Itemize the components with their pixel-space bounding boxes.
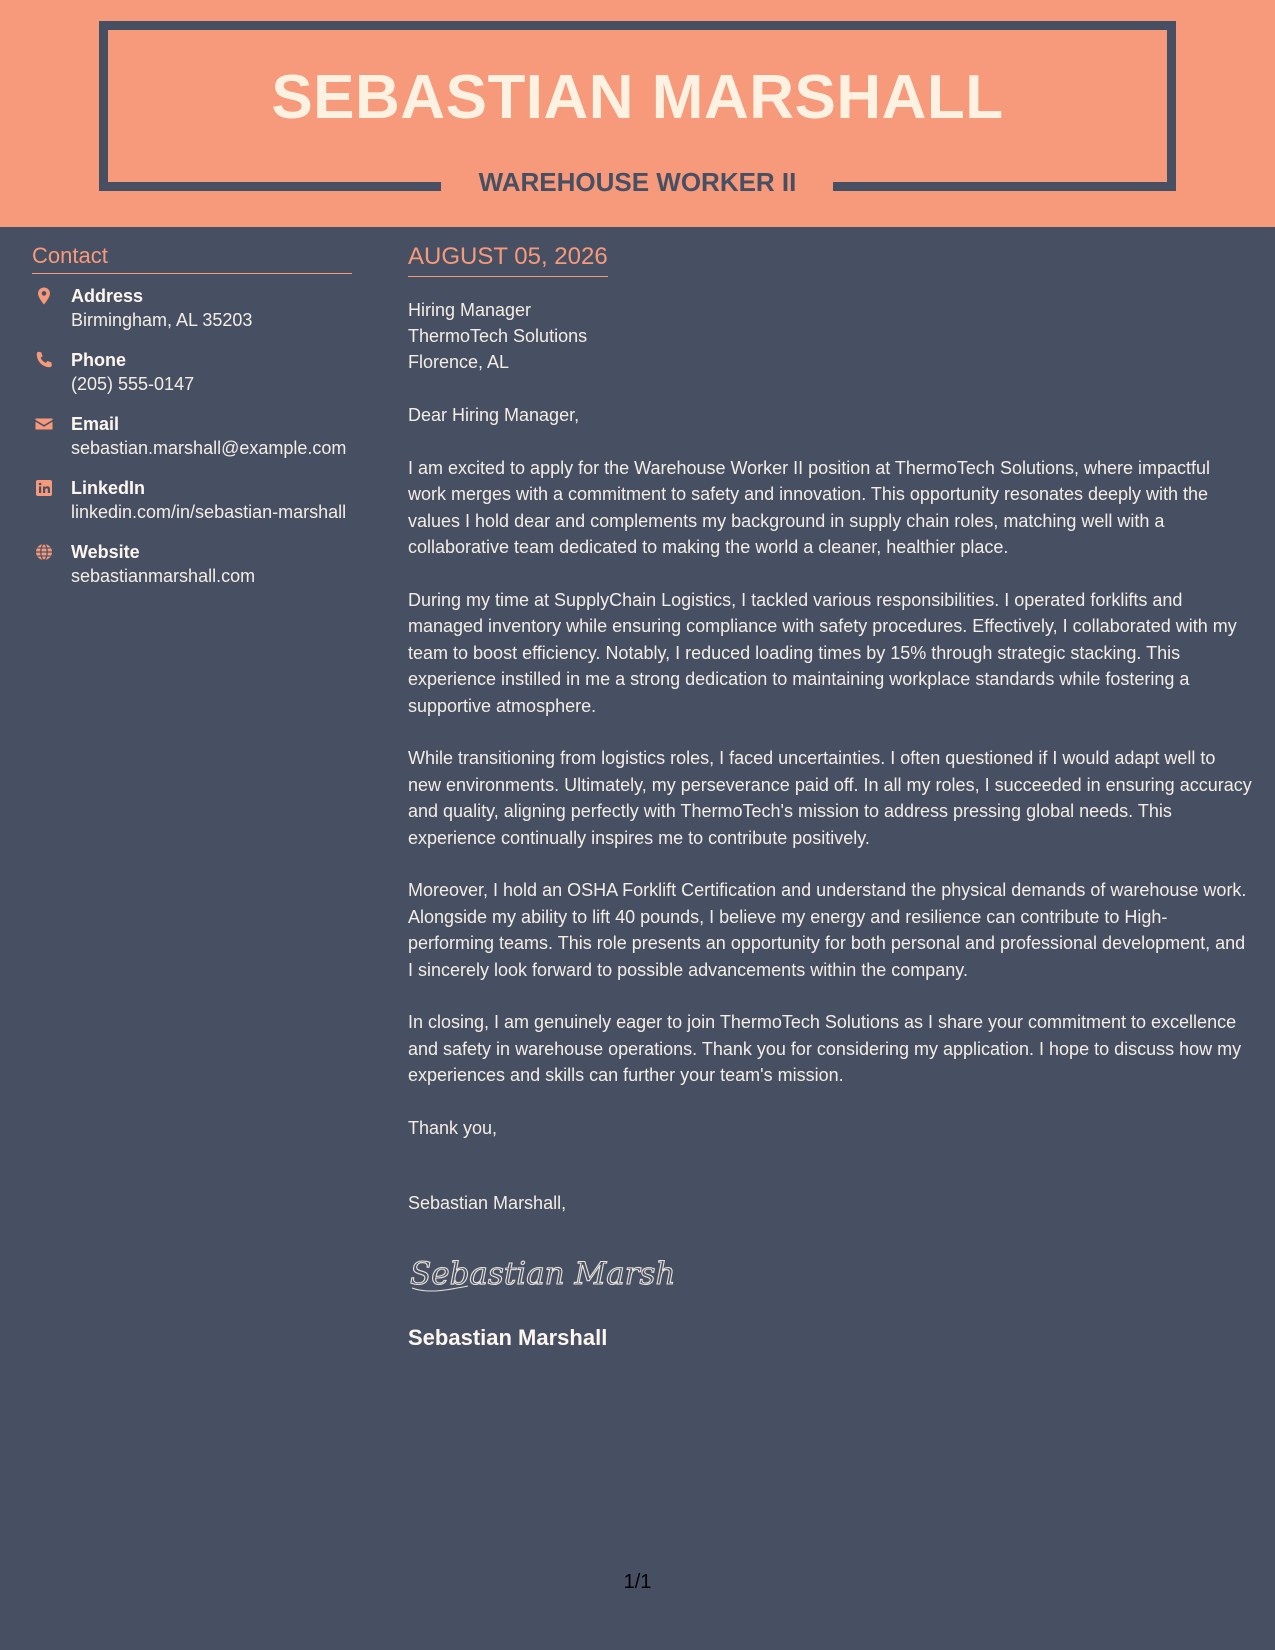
contact-item-linkedin <box>32 476 352 524</box>
map-pin-icon <box>34 286 54 306</box>
paragraph: In closing, I am genuinely eager to join ThermoTech Solutions as I share your commitment to excellence and safety in warehouse operations. Thank you for considering my application. I hope to discuss how my experiences and skills can further your team's mission. <box>408 1012 1242 1085</box>
contact-item-phone <box>32 348 352 396</box>
phone-value: (205) 555-0147 <box>71 374 195 394</box>
contact-label: Website <box>71 542 140 562</box>
phone-icon <box>34 350 54 370</box>
page-number: 1/1 <box>623 1571 652 1593</box>
contact-label: Phone <box>71 350 127 370</box>
sender-line: Sebastian Marshall, <box>408 1193 567 1213</box>
recipient-location: Florence, AL <box>408 352 510 372</box>
linkedin-value[interactable]: linkedin.com/in/sebastian-marshall <box>71 502 347 522</box>
paragraph: While transitioning from logistics roles, I faced uncertainties. I often questioned if I would adapt well to new environments. Ultimately, my perseverance paid off. In all my roles, I succeeded in ensuring accuracy and quality, aligning perfectly with ThermoTech's mission to address pressing global needs. This experience continually inspires me to contribute positively. <box>408 748 1252 848</box>
globe-icon <box>34 542 54 562</box>
signed-name: Sebastian Marshall <box>408 1325 608 1350</box>
applicant-name: SEBASTIAN MARSHALL <box>271 63 1004 132</box>
job-title: WAREHOUSE WORKER II <box>478 167 797 197</box>
address-value: Birmingham, AL 35203 <box>71 310 253 330</box>
email-value[interactable]: sebastian.marshall@example.com <box>71 438 347 458</box>
contact-list <box>32 284 352 588</box>
header-banner <box>0 0 1275 227</box>
letter-body <box>408 243 1253 1351</box>
contact-item-website <box>32 540 352 588</box>
contact-label: LinkedIn <box>71 478 146 498</box>
recipient-company: ThermoTech Solutions <box>408 326 588 346</box>
recipient-title: Hiring Manager <box>408 300 532 320</box>
contact-sidebar <box>32 243 352 604</box>
paragraph: I am excited to apply for the Warehouse Worker II position at ThermoTech Solutions, where impactful work merges with a commitment to safety and innovation. This opportunity resonates deeply with the values I hold dear and complements my background in supply chain roles, matching well with a collaborative team dedicated to making the world a cleaner, healthier place. <box>408 457 1211 557</box>
salutation: Dear Hiring Manager, <box>408 405 580 425</box>
envelope-icon <box>34 414 54 434</box>
closing: Thank you, <box>408 1117 498 1138</box>
contact-label: Address <box>71 286 144 306</box>
contact-item-address <box>32 284 352 332</box>
contact-item-email <box>32 412 352 460</box>
letter-date: AUGUST 05, 2026 <box>408 243 608 277</box>
paragraph: Moreover, I hold an OSHA Forklift Certification and understand the physical demands of warehouse work. Alongside my ability to lift 40 pounds, I believe my energy and resilience can contribute to High-performing teams. This role presents an opportunity for both personal and professional development, and I sincerely look forward to possible advancements within the company. <box>408 880 1247 980</box>
contact-heading: Contact <box>32 243 352 274</box>
handwritten-signature <box>408 1248 688 1298</box>
recipient-block <box>408 297 1253 375</box>
paragraph: During my time at SupplyChain Logistics, I tackled various responsibilities. I operated forklifts and managed inventory while ensuring compliance with safety procedures. Effectively, I collaborated with my team to boost efficiency. Notably, I reduced loading times by 15% through strategic stacking. This experience instilled in me a strong dedication to maintaining workplace standards while fostering a supportive atmosphere. <box>408 589 1237 716</box>
linkedin-icon <box>34 478 54 498</box>
contact-label: Email <box>71 414 120 434</box>
signature-text: Sebastian Marsh <box>410 1256 676 1292</box>
website-value[interactable]: sebastianmarshall.com <box>71 566 256 586</box>
